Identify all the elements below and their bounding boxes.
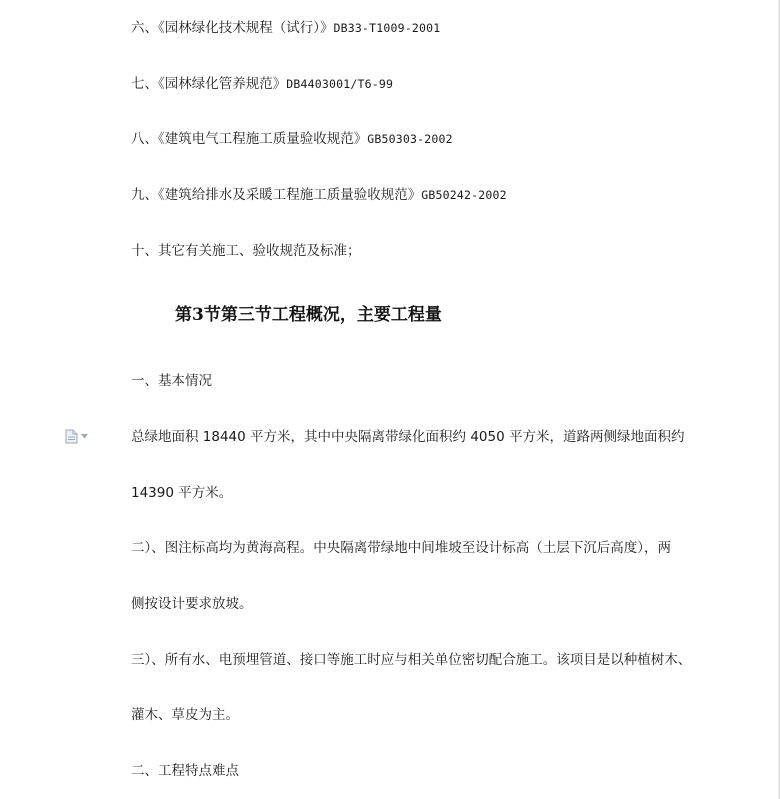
list-item-8-code: GB50303-2002 xyxy=(367,132,453,146)
list-item-7-code: DB4403001/T6-99 xyxy=(286,77,394,91)
list-item-10: 十、其它有关施工、验收规范及标准； xyxy=(131,243,361,259)
list-item-6-text: 六、《园林绿化技术规程（试行）》 xyxy=(131,20,334,36)
paragraph-elevation-line-2: 侧按设计要求放坡。 xyxy=(131,596,253,612)
list-item-9 xyxy=(131,185,507,205)
paragraph-pipes-line-2: 灌木、草皮为主。 xyxy=(131,707,239,723)
section-title-difficulties: 二、工程特点难点 xyxy=(131,763,239,779)
section-title-basic-info: 一、基本情况 xyxy=(131,373,212,389)
list-item-6 xyxy=(131,18,440,38)
paragraph-pipes-line-1: 三）、所有水、电预埋管道、接口等施工时应与相关单位密切配合施工。该项目是以种植树木、 xyxy=(131,652,692,668)
list-item-7-text: 七、《园林绿化管养规范》 xyxy=(131,76,287,92)
list-item-6-code: DB33-T1009-2001 xyxy=(333,21,441,35)
section-heading: 第3节第三节工程概况，主要工程量 xyxy=(175,305,442,325)
paragraph-area-line-2: 14390 平方米。 xyxy=(131,485,233,501)
list-item-8-text: 八、《建筑电气工程施工质量验收规范》 xyxy=(131,131,368,147)
caret-down-icon xyxy=(81,434,88,439)
document-icon xyxy=(65,429,78,444)
paragraph-area-line-1: 总绿地面积 18440 平方米，其中中央隔离带绿化面积约 4050 平方米，道路两侧绿地面积约 xyxy=(131,429,685,445)
list-item-9-code: GB50242-2002 xyxy=(421,188,507,202)
paragraph-marker[interactable] xyxy=(65,428,93,444)
list-item-7 xyxy=(131,74,393,94)
paragraph-elevation-line-1: 二）、图注标高均为黄海高程。中央隔离带绿地中间堆坡至设计标高（土层下沉后高度），两 xyxy=(131,540,671,556)
list-item-8 xyxy=(131,129,453,149)
list-item-9-text: 九、《建筑给排水及采暖工程施工质量验收规范》 xyxy=(131,187,422,203)
